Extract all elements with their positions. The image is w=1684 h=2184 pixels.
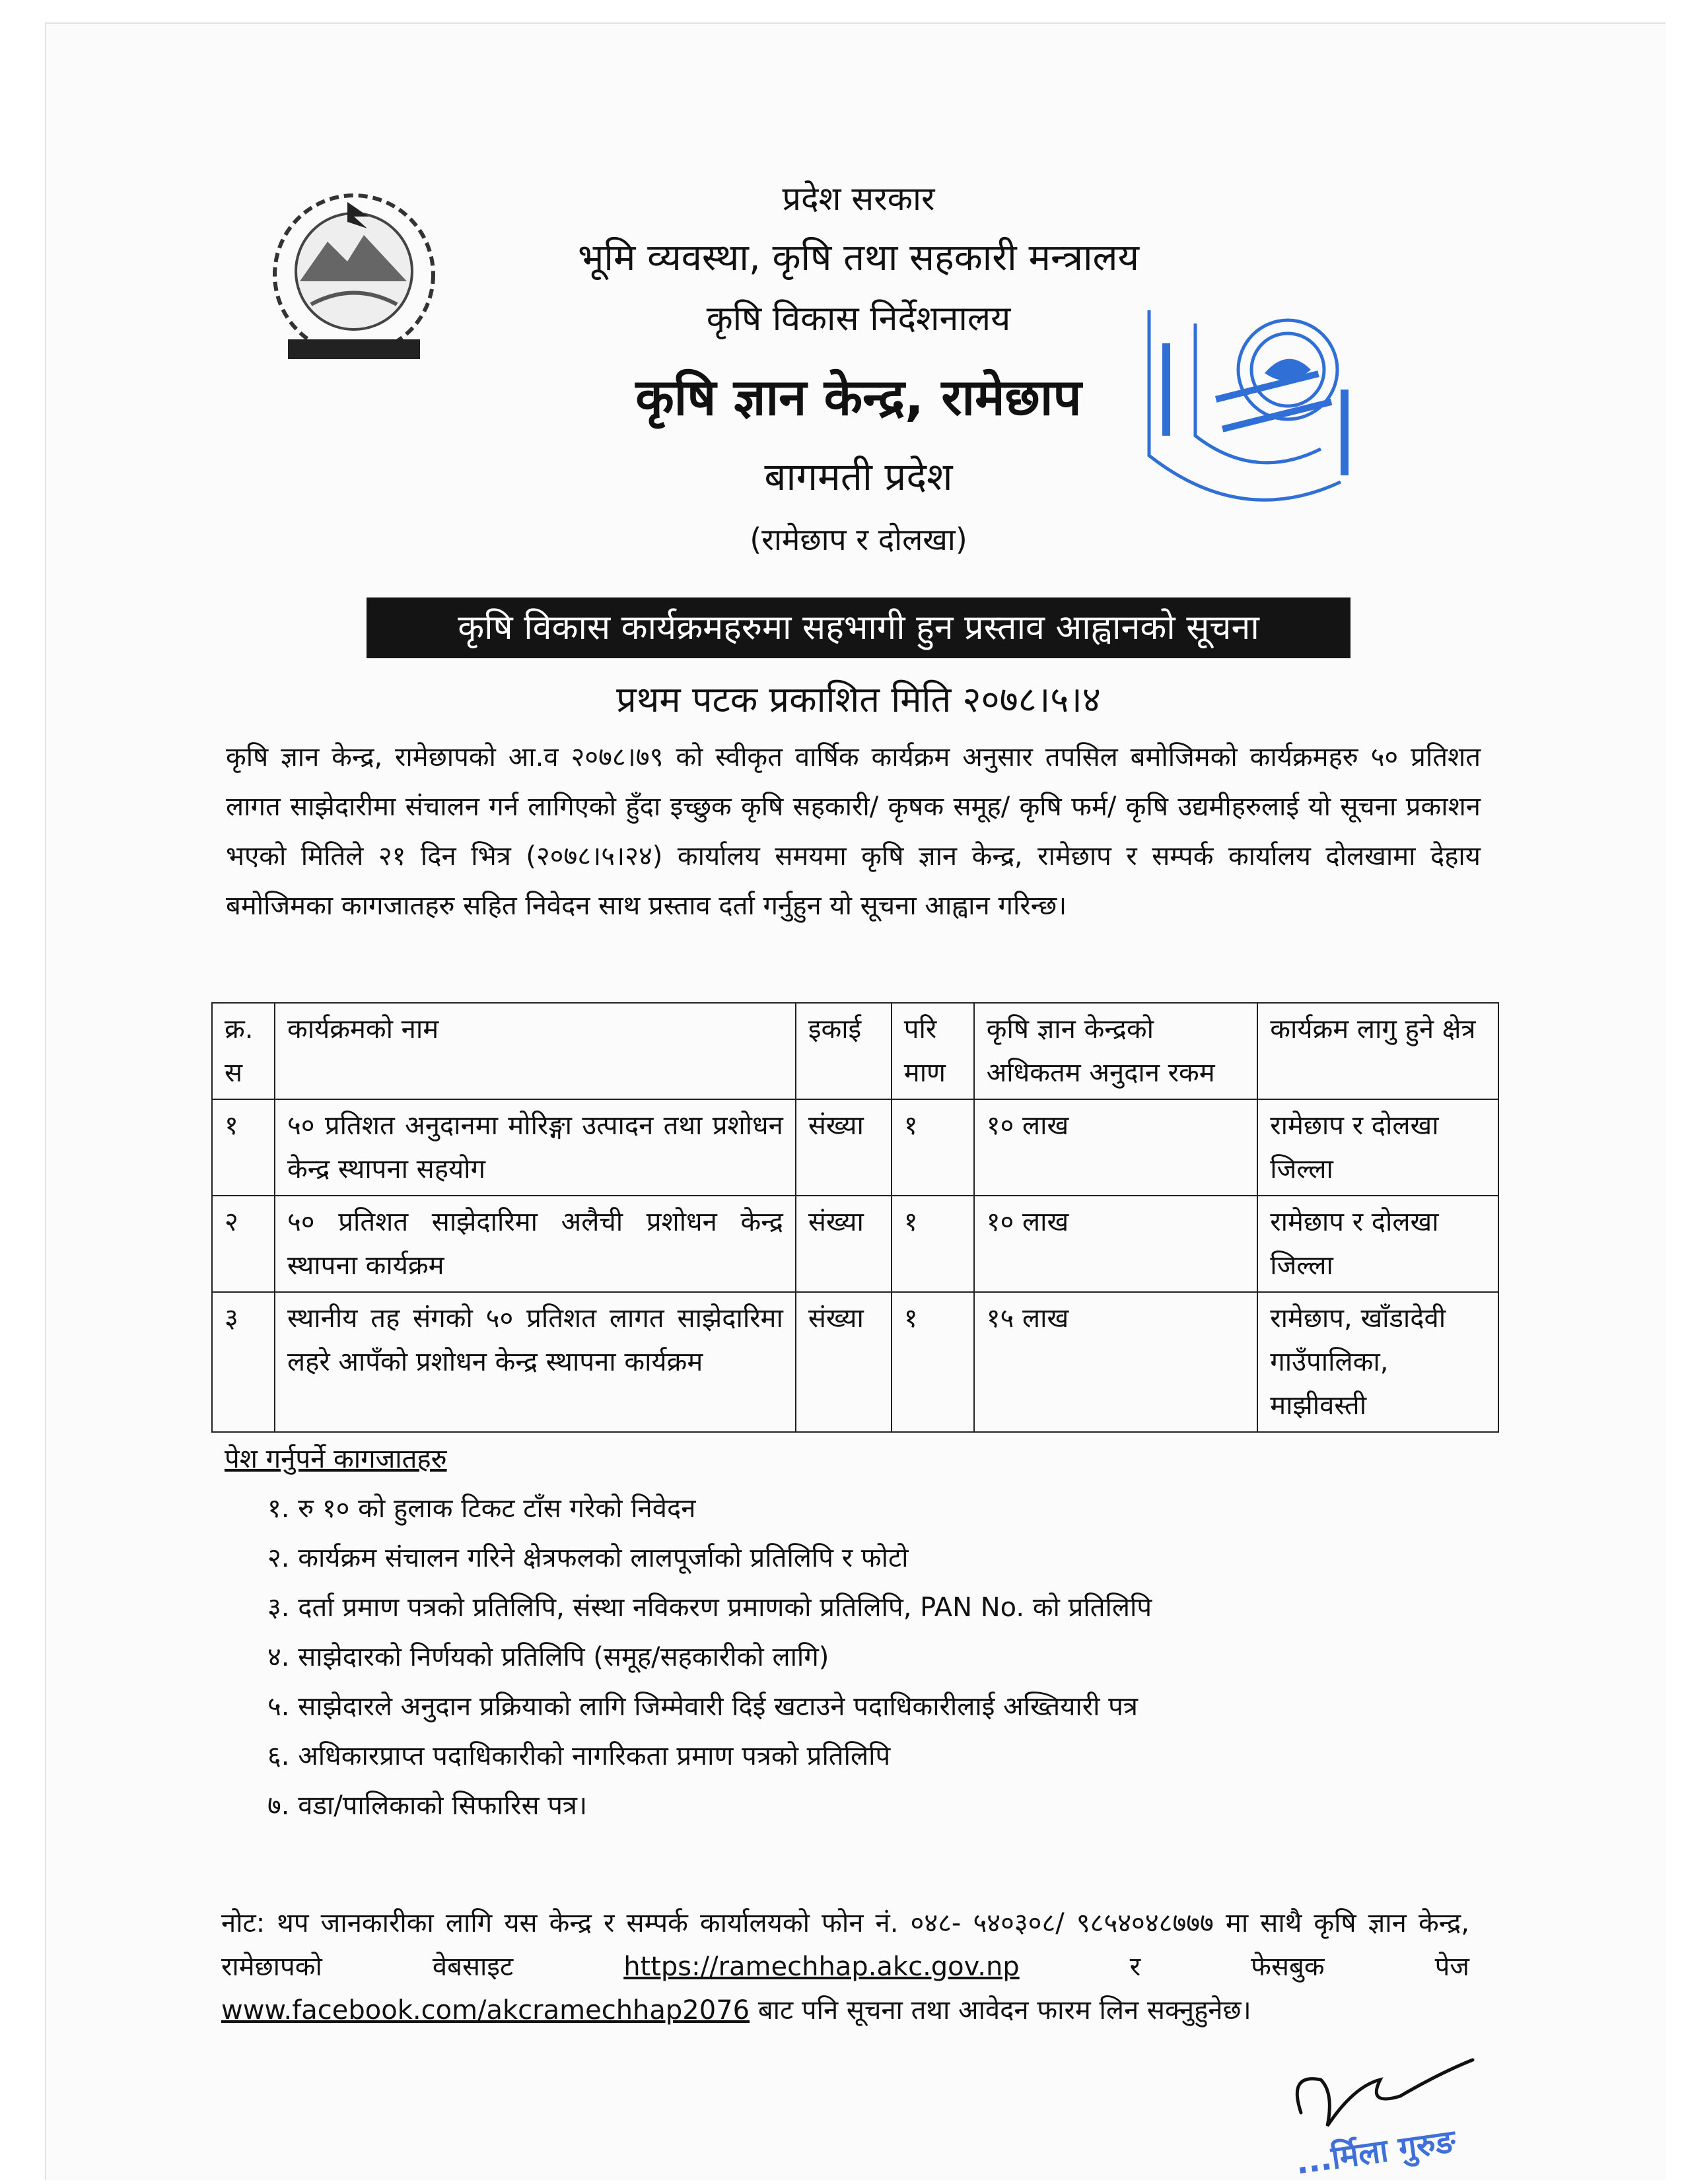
col-program-name: कार्यक्रमको नाम (275, 1003, 796, 1099)
list-item: ५. साझेदारले अनुदान प्रक्रियाको लागि जिम्मेवारी दिई खटाउने पदाधिकारीलाई अख्तियारी पत्र (267, 1691, 1138, 1722)
cell-quantity: १ (892, 1292, 974, 1432)
cell-area: रामेछाप, खाँडादेवी गाउँपालिका, माझीवस्ती (1257, 1292, 1498, 1432)
header-state-government: प्रदेश सरकार (782, 180, 935, 218)
facebook-link[interactable]: www.facebook.com/akcramechhap2076 (221, 1995, 750, 2026)
note-text-3: बाट पनि सूचना तथा आवेदन फारम लिन सक्नुहुनेछ। (757, 1995, 1251, 2026)
cell-unit: संख्या (796, 1196, 892, 1292)
signatory-name: ...र्मिला गुरुङ (1293, 2123, 1458, 2182)
col-max-grant: कृषि ज्ञान केन्द्रको अधिकतम अनुदान रकम (974, 1003, 1258, 1099)
header-jurisdiction: (रामेछाप र दोलखा) (750, 522, 967, 557)
table-row (212, 1292, 1498, 1432)
cell-serial: १ (212, 1099, 275, 1196)
documents-heading: पेश गर्नुपर्ने कागजातहरु (225, 1444, 447, 1474)
note-text-1: नोट: थप जानकारीका लागि यस केन्द्र र सम्पर्क कार्यालयको फोन नं. ०४८- ५४०३०८/ ९८५४०४८७७७ मा साथै कृषि ज्ञान केन्द्र, रामेछापको वेबसाइट (221, 1908, 1469, 1982)
note-text-2: र फेसबुक पेज (1129, 1952, 1469, 1982)
col-area: कार्यक्रम लागु हुने क्षेत्र (1257, 1003, 1498, 1099)
table-row (212, 1099, 1498, 1196)
cell-max-grant: १० लाख (974, 1099, 1258, 1196)
cell-program-name: स्थानीय तह संगको ५० प्रतिशत लागत साझेदारिमा लहरे आपँको प्रशोधन केन्द्र स्थापना कार्यक्रम (275, 1292, 796, 1432)
col-quantity: परि माण (892, 1003, 974, 1099)
col-serial: क्र. स (212, 1003, 275, 1099)
cell-quantity: १ (892, 1099, 974, 1196)
list-item: १. रु १० को हुलाक टिकट टाँस गरेको निवेदन (267, 1493, 696, 1524)
cell-unit: संख्या (796, 1292, 892, 1432)
notice-banner: कृषि विकास कार्यक्रमहरुमा सहभागी हुन प्रस्ताव आह्वानको सूचना (367, 597, 1351, 658)
list-item: ६. अधिकारप्राप्त पदाधिकारीको नागरिकता प्रमाण पत्रको प्रतिलिपि (267, 1741, 891, 1771)
cell-area: रामेछाप र दोलखा जिल्ला (1257, 1099, 1498, 1196)
header-province: बागमती प्रदेश (764, 454, 953, 499)
header-ministry: भूमि व्यवस्था, कृषि तथा सहकारी मन्त्रालय (577, 236, 1140, 279)
cell-max-grant: १५ लाख (974, 1292, 1258, 1432)
table-header-row (212, 1003, 1498, 1099)
list-item: ७. वडा/पालिकाको सिफारिस पत्र। (267, 1791, 588, 1821)
list-item: ४. साझेदारको निर्णयको प्रतिलिपि (समूह/सहकारीको लागि) (267, 1642, 829, 1672)
col-unit: इकाई (796, 1003, 892, 1099)
cell-program-name: ५० प्रतिशत साझेदारिमा अलैची प्रशोधन केन्द्र स्थापना कार्यक्रम (275, 1196, 796, 1292)
notice-intro: कृषि ज्ञान केन्द्र, रामेछापको आ.व २०७८।७९ को स्वीकृत वार्षिक कार्यक्रम अनुसार तपसिल बमोजिमको कार्यक्रमहरु ५० प्रतिशत लागत साझेदारीमा संचालन गर्न लागिएको हुँदा इच्छुक कृषि सहकारी/ कृषक समूह/ कृषि फर्म/ कृषि उद्यमीहरुलाई यो सूचना प्रकाशन भएको मितिले २१ दिन भित्र (२०७८।५।२४) कार्यालय समयमा कृषि ज्ञान केन्द्र, रामेछाप र सम्पर्क कार्यालय दोलखामा देहाय बमोजिमका कागजातहरु सहित निवेदन साथ प्रस्ताव दर्ता गर्नुहुन यो सूचना आह्वान गरिन्छ। (226, 742, 1481, 921)
list-item: २. कार्यक्रम संचालन गरिने क्षेत्रफलको लालपूर्जाको प्रतिलिपि र फोटो (267, 1543, 909, 1573)
cell-unit: संख्या (796, 1099, 892, 1196)
program-table (211, 1002, 1499, 1433)
cell-serial: ३ (212, 1292, 275, 1432)
cell-serial: २ (212, 1196, 275, 1292)
website-link[interactable]: https://ramechhap.akc.gov.np (623, 1952, 1020, 1982)
cell-program-name: ५० प्रतिशत अनुदानमा मोरिङ्गा उत्पादन तथा प्रशोधन केन्द्र स्थापना सहयोग (275, 1099, 796, 1196)
header-directorate: कृषि विकास निर्देशनालय (706, 299, 1011, 339)
office-seal-icon (1123, 284, 1407, 548)
list-item: ३. दर्ता प्रमाण पत्रको प्रतिलिपि, संस्था नविकरण प्रमाणको प्रतिलिपि, PAN No. को प्रतिलिपि (267, 1592, 1152, 1623)
contact-note (221, 1901, 1469, 2032)
cell-max-grant: १० लाख (974, 1196, 1258, 1292)
documents-list (267, 1484, 1152, 1831)
table-row (212, 1196, 1498, 1292)
publication-date: प्रथम पटक प्रकाशित मिति २०७८।५।४ (616, 679, 1101, 720)
cell-area: रामेछाप र दोलखा जिल्ला (1257, 1196, 1498, 1292)
header-office-name: कृषि ज्ञान केन्द्र, रामेछाप (635, 368, 1082, 427)
cell-quantity: १ (892, 1196, 974, 1292)
